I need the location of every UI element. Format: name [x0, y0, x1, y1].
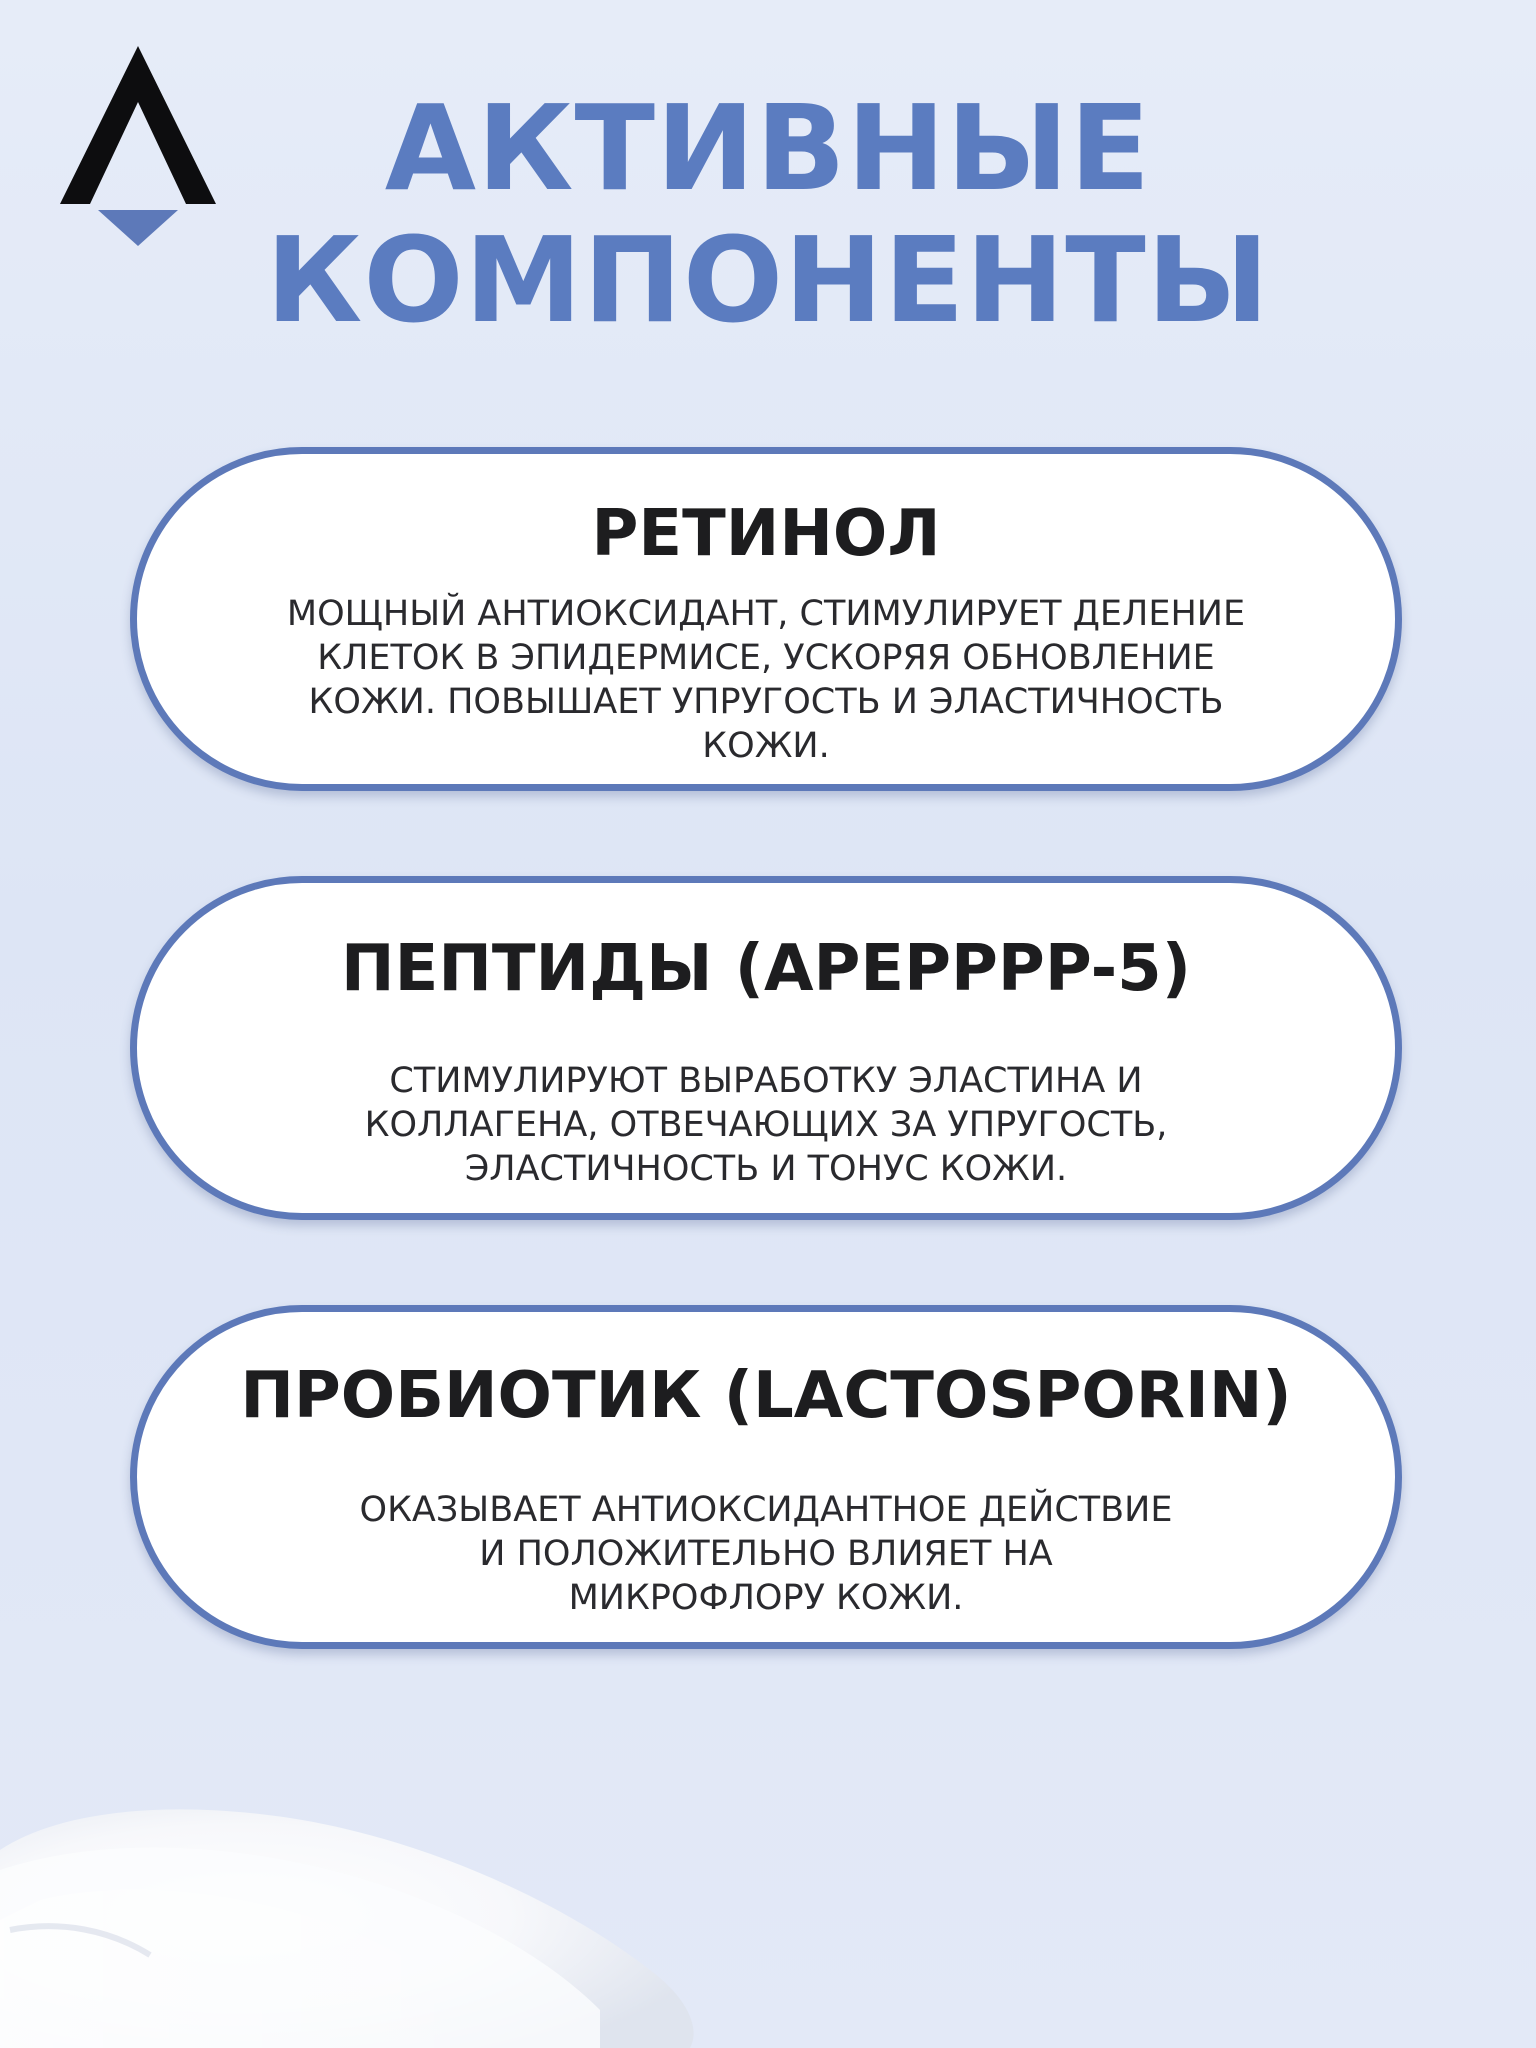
page-title-line-2: КОМПОНЕНТЫ: [265, 211, 1271, 349]
component-title: РЕТИНОЛ: [591, 497, 941, 571]
description-line: МИКРОФЛОРУ КОЖИ.: [568, 1578, 964, 1618]
component-title: ПЕПТИДЫ (APEPPPP-5): [341, 932, 1191, 1006]
component-card-retinol: [130, 447, 1402, 791]
component-card-peptides: [130, 876, 1402, 1220]
description-line: КОЛЛАГЕНА, ОТВЕЧАЮЩИХ ЗА УПРУГОСТЬ,: [364, 1105, 1168, 1145]
component-description: [137, 1059, 1395, 1191]
description-line: СТИМУЛИРУЮТ ВЫРАБОТКУ ЭЛАСТИНА И: [389, 1061, 1143, 1101]
description-line: ОКАЗЫВАЕТ АНТИОКСИДАНТНОЕ ДЕЙСТВИЕ: [359, 1490, 1173, 1530]
description-line: МОЩНЫЙ АНТИОКСИДАНТ, СТИМУЛИРУЕТ ДЕЛЕНИЕ: [286, 594, 1246, 634]
description-line: КОЖИ. ПОВЫШАЕТ УПРУГОСТЬ И ЭЛАСТИЧНОСТЬ: [308, 682, 1224, 722]
component-card-probiotic: [130, 1305, 1402, 1649]
component-title: ПРОБИОТИК (LACTOSPORIN): [240, 1359, 1292, 1433]
cream-swatch-image: [0, 1780, 760, 2048]
description-line: КЛЕТОК В ЭПИДЕРМИСЕ, УСКОРЯЯ ОБНОВЛЕНИЕ: [317, 638, 1215, 678]
component-description: [137, 592, 1395, 768]
description-line: И ПОЛОЖИТЕЛЬНО ВЛИЯЕТ НА: [479, 1534, 1053, 1574]
page-title: [0, 79, 1536, 349]
description-line: ЭЛАСТИЧНОСТЬ И ТОНУС КОЖИ.: [464, 1149, 1068, 1189]
description-line: КОЖИ.: [702, 726, 830, 766]
page-title-line-1: АКТИВНЫЕ: [384, 79, 1152, 217]
component-description: [137, 1488, 1395, 1620]
